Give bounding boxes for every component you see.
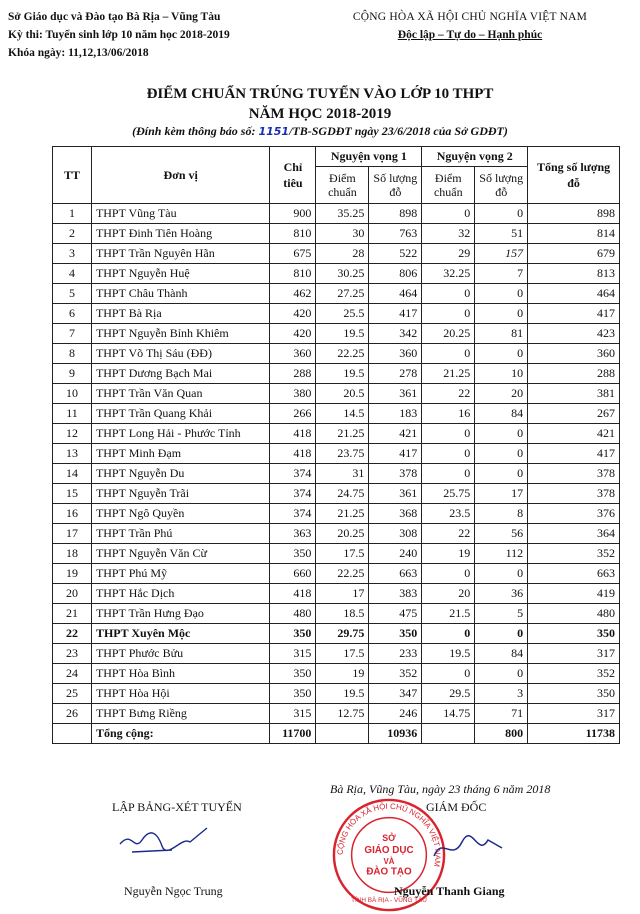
row-tt: 25 bbox=[53, 684, 92, 704]
row-total: 352 bbox=[528, 664, 620, 684]
total-s1 bbox=[316, 724, 369, 744]
col-header-nv1: Nguyện vọng 1 bbox=[316, 147, 422, 167]
row-quota: 350 bbox=[270, 684, 316, 704]
row-total: 679 bbox=[528, 244, 620, 264]
reference-suffix: /TB-SGDĐT ngày 23/6/2018 của Sở GDĐT) bbox=[289, 124, 508, 138]
row-nv2-count: 7 bbox=[475, 264, 528, 284]
col-header-tt: TT bbox=[53, 147, 92, 204]
row-nv2-count: 84 bbox=[475, 404, 528, 424]
row-quota: 266 bbox=[270, 404, 316, 424]
table-row bbox=[53, 544, 620, 564]
row-nv1-score: 20.25 bbox=[316, 524, 369, 544]
row-nv2-score: 32 bbox=[422, 224, 475, 244]
row-nv2-score: 14.75 bbox=[422, 704, 475, 724]
table-body bbox=[53, 204, 620, 724]
row-nv2-count: 3 bbox=[475, 684, 528, 704]
row-nv2-score: 22 bbox=[422, 384, 475, 404]
seal-center-4: ĐÀO TẠO bbox=[366, 866, 412, 878]
row-nv1-count: 350 bbox=[369, 624, 422, 644]
row-nv1-score: 21.25 bbox=[316, 424, 369, 444]
seal-bottom-text: TỈNH BÀ RỊA - VŨNG TÀU bbox=[351, 897, 427, 905]
row-unit: THPT Hắc Dịch bbox=[91, 584, 270, 604]
table-row bbox=[53, 624, 620, 644]
row-total: 423 bbox=[528, 324, 620, 344]
row-nv1-count: 347 bbox=[369, 684, 422, 704]
row-nv2-count: 8 bbox=[475, 504, 528, 524]
row-nv2-count: 84 bbox=[475, 644, 528, 664]
seal-ring-text: CỘNG HÒA XÃ HỘI CHỦ NGHĨA VIỆT NAM bbox=[335, 801, 443, 868]
row-tt: 3 bbox=[53, 244, 92, 264]
row-nv2-count: 0 bbox=[475, 464, 528, 484]
table-row bbox=[53, 464, 620, 484]
table-row bbox=[53, 364, 620, 384]
row-tt: 19 bbox=[53, 564, 92, 584]
row-tt: 14 bbox=[53, 464, 92, 484]
row-total: 898 bbox=[528, 204, 620, 224]
row-quota: 660 bbox=[270, 564, 316, 584]
row-total: 317 bbox=[528, 644, 620, 664]
row-nv1-score: 35.25 bbox=[316, 204, 369, 224]
admission-score-table bbox=[52, 146, 620, 744]
row-nv1-score: 24.75 bbox=[316, 484, 369, 504]
total-n2: 800 bbox=[475, 724, 528, 744]
row-quota: 418 bbox=[270, 424, 316, 444]
row-unit: THPT Trần Quang Khải bbox=[91, 404, 270, 424]
total-quota: 11700 bbox=[270, 724, 316, 744]
row-nv1-score: 17.5 bbox=[316, 644, 369, 664]
seal-center-1: SỞ bbox=[382, 833, 396, 844]
row-nv1-score: 22.25 bbox=[316, 564, 369, 584]
row-unit: THPT Hòa Hội bbox=[91, 684, 270, 704]
table-row bbox=[53, 404, 620, 424]
nation-motto: Độc lập – Tự do – Hạnh phúc bbox=[397, 29, 543, 41]
table-row bbox=[53, 324, 620, 344]
total-label: Tổng cộng: bbox=[91, 724, 270, 744]
row-nv1-count: 183 bbox=[369, 404, 422, 424]
row-unit: THPT Nguyễn Huệ bbox=[91, 264, 270, 284]
row-nv1-score: 20.5 bbox=[316, 384, 369, 404]
issuer-line-3: Khóa ngày: 11,12,13/06/2018 bbox=[8, 47, 149, 59]
row-total: 419 bbox=[528, 584, 620, 604]
row-quota: 675 bbox=[270, 244, 316, 264]
col-header-nv2: Nguyện vọng 2 bbox=[422, 147, 528, 167]
preparer-name: Nguyễn Ngọc Trung bbox=[124, 884, 223, 898]
row-unit: THPT Bưng Riềng bbox=[91, 704, 270, 724]
row-nv2-count: 20 bbox=[475, 384, 528, 404]
row-total: 364 bbox=[528, 524, 620, 544]
row-nv2-score: 0 bbox=[422, 284, 475, 304]
total-s2 bbox=[422, 724, 475, 744]
col-header-nv1-score: Điểm chuẩn bbox=[316, 167, 369, 204]
row-tt: 16 bbox=[53, 504, 92, 524]
total-row bbox=[53, 724, 620, 744]
row-nv2-count: 81 bbox=[475, 324, 528, 344]
row-nv1-count: 464 bbox=[369, 284, 422, 304]
row-nv2-score: 19 bbox=[422, 544, 475, 564]
row-tt: 17 bbox=[53, 524, 92, 544]
row-nv1-count: 233 bbox=[369, 644, 422, 664]
row-quota: 420 bbox=[270, 324, 316, 344]
row-nv1-score: 17 bbox=[316, 584, 369, 604]
row-tt: 1 bbox=[53, 204, 92, 224]
row-total: 267 bbox=[528, 404, 620, 424]
row-total: 814 bbox=[528, 224, 620, 244]
row-nv2-score: 22 bbox=[422, 524, 475, 544]
row-tt: 22 bbox=[53, 624, 92, 644]
row-nv2-count: 157 bbox=[475, 244, 528, 264]
table-row bbox=[53, 504, 620, 524]
row-tt: 12 bbox=[53, 424, 92, 444]
row-nv1-count: 417 bbox=[369, 444, 422, 464]
row-tt: 10 bbox=[53, 384, 92, 404]
row-nv1-score: 21.25 bbox=[316, 504, 369, 524]
row-quota: 900 bbox=[270, 204, 316, 224]
row-total: 421 bbox=[528, 424, 620, 444]
col-header-nv2-score: Điểm chuẩn bbox=[422, 167, 475, 204]
row-total: 288 bbox=[528, 364, 620, 384]
seal-center-3: VÀ bbox=[383, 856, 395, 866]
row-nv1-count: 308 bbox=[369, 524, 422, 544]
row-nv1-score: 19.5 bbox=[316, 324, 369, 344]
total-n1: 10936 bbox=[369, 724, 422, 744]
row-total: 378 bbox=[528, 484, 620, 504]
table-row bbox=[53, 384, 620, 404]
table-row bbox=[53, 604, 620, 624]
row-nv1-score: 23.75 bbox=[316, 444, 369, 464]
row-tt: 4 bbox=[53, 264, 92, 284]
row-nv2-score: 21.5 bbox=[422, 604, 475, 624]
row-total: 417 bbox=[528, 304, 620, 324]
row-nv2-score: 25.75 bbox=[422, 484, 475, 504]
row-nv1-count: 361 bbox=[369, 484, 422, 504]
row-total: 378 bbox=[528, 464, 620, 484]
row-nv2-score: 19.5 bbox=[422, 644, 475, 664]
row-tt: 13 bbox=[53, 444, 92, 464]
table-row bbox=[53, 424, 620, 444]
row-unit: THPT Nguyễn Văn Cừ bbox=[91, 544, 270, 564]
row-quota: 480 bbox=[270, 604, 316, 624]
row-quota: 315 bbox=[270, 704, 316, 724]
row-nv2-score: 20.25 bbox=[422, 324, 475, 344]
row-unit: THPT Châu Thành bbox=[91, 284, 270, 304]
row-quota: 315 bbox=[270, 644, 316, 664]
row-quota: 288 bbox=[270, 364, 316, 384]
row-nv1-score: 12.75 bbox=[316, 704, 369, 724]
row-unit: THPT Trần Nguyên Hãn bbox=[91, 244, 270, 264]
row-unit: THPT Nguyễn Trãi bbox=[91, 484, 270, 504]
row-quota: 810 bbox=[270, 264, 316, 284]
issuer-block bbox=[8, 8, 230, 62]
row-nv2-count: 0 bbox=[475, 444, 528, 464]
row-nv1-score: 30 bbox=[316, 224, 369, 244]
table-row bbox=[53, 264, 620, 284]
row-nv1-count: 763 bbox=[369, 224, 422, 244]
page-subtitle: NĂM HỌC 2018-2019 bbox=[248, 106, 392, 122]
row-nv2-score: 32.25 bbox=[422, 264, 475, 284]
row-nv2-score: 0 bbox=[422, 564, 475, 584]
table-row bbox=[53, 204, 620, 224]
row-nv1-score: 17.5 bbox=[316, 544, 369, 564]
page-title: ĐIỂM CHUẨN TRÚNG TUYỂN VÀO LỚP 10 THPT bbox=[146, 86, 494, 102]
nation-name: CỘNG HÒA XÃ HỘI CHỦ NGHĨA VIỆT NAM bbox=[352, 11, 588, 23]
row-quota: 360 bbox=[270, 344, 316, 364]
seal-center-2: GIÁO DỤC bbox=[364, 845, 414, 857]
row-unit: THPT Xuyên Mộc bbox=[91, 624, 270, 644]
sign-date: Bà Rịa, Vũng Tàu, ngày 23 tháng 6 năm 2018 bbox=[330, 782, 551, 796]
table-row bbox=[53, 564, 620, 584]
row-quota: 374 bbox=[270, 504, 316, 524]
row-unit: THPT Nguyễn Du bbox=[91, 464, 270, 484]
row-nv2-count: 0 bbox=[475, 424, 528, 444]
row-nv1-count: 342 bbox=[369, 324, 422, 344]
table-row bbox=[53, 304, 620, 324]
table-row bbox=[53, 684, 620, 704]
row-nv2-count: 10 bbox=[475, 364, 528, 384]
table-row bbox=[53, 344, 620, 364]
row-quota: 374 bbox=[270, 464, 316, 484]
director-signature bbox=[430, 828, 510, 868]
row-nv1-count: 278 bbox=[369, 364, 422, 384]
row-nv2-count: 0 bbox=[475, 624, 528, 644]
director-title: GIÁM ĐỐC bbox=[426, 800, 487, 814]
table-row bbox=[53, 644, 620, 664]
table-row bbox=[53, 244, 620, 264]
row-nv2-count: 0 bbox=[475, 344, 528, 364]
row-unit: THPT Trần Phú bbox=[91, 524, 270, 544]
row-quota: 418 bbox=[270, 584, 316, 604]
row-tt: 6 bbox=[53, 304, 92, 324]
row-total: 352 bbox=[528, 544, 620, 564]
row-unit: THPT Long Hải - Phước Tỉnh bbox=[91, 424, 270, 444]
row-nv1-count: 240 bbox=[369, 544, 422, 564]
director-name: Nguyễn Thanh Giang bbox=[394, 884, 505, 898]
table-row bbox=[53, 484, 620, 504]
row-nv1-score: 19 bbox=[316, 664, 369, 684]
row-tt: 11 bbox=[53, 404, 92, 424]
row-tt: 18 bbox=[53, 544, 92, 564]
row-nv2-score: 0 bbox=[422, 664, 475, 684]
row-total: 381 bbox=[528, 384, 620, 404]
row-nv1-count: 383 bbox=[369, 584, 422, 604]
table-row bbox=[53, 704, 620, 724]
row-nv2-score: 0 bbox=[422, 304, 475, 324]
row-nv1-count: 361 bbox=[369, 384, 422, 404]
issuer-line-2: Kỳ thi: Tuyển sinh lớp 10 năm học 2018-2019 bbox=[8, 29, 230, 41]
row-tt: 26 bbox=[53, 704, 92, 724]
row-nv2-score: 16 bbox=[422, 404, 475, 424]
row-nv2-score: 0 bbox=[422, 344, 475, 364]
table-row bbox=[53, 224, 620, 244]
row-nv1-score: 27.25 bbox=[316, 284, 369, 304]
table-row bbox=[53, 444, 620, 464]
row-total: 663 bbox=[528, 564, 620, 584]
row-total: 417 bbox=[528, 444, 620, 464]
row-nv2-count: 0 bbox=[475, 284, 528, 304]
row-nv1-count: 246 bbox=[369, 704, 422, 724]
row-quota: 350 bbox=[270, 624, 316, 644]
row-unit: THPT Dương Bạch Mai bbox=[91, 364, 270, 384]
row-nv1-score: 31 bbox=[316, 464, 369, 484]
preparer-title: LẬP BẢNG-XÉT TUYỂN bbox=[112, 800, 242, 814]
row-nv2-count: 0 bbox=[475, 204, 528, 224]
row-tt: 8 bbox=[53, 344, 92, 364]
row-nv1-score: 29.75 bbox=[316, 624, 369, 644]
row-nv1-score: 28 bbox=[316, 244, 369, 264]
row-nv2-count: 0 bbox=[475, 664, 528, 684]
col-header-nv2-count: Số lượng đỗ bbox=[475, 167, 528, 204]
row-total: 464 bbox=[528, 284, 620, 304]
row-quota: 810 bbox=[270, 224, 316, 244]
row-nv1-count: 417 bbox=[369, 304, 422, 324]
table-row bbox=[53, 284, 620, 304]
row-nv2-count: 51 bbox=[475, 224, 528, 244]
row-total: 360 bbox=[528, 344, 620, 364]
row-quota: 418 bbox=[270, 444, 316, 464]
row-unit: THPT Bà Rịa bbox=[91, 304, 270, 324]
row-nv1-score: 25.5 bbox=[316, 304, 369, 324]
row-nv1-score: 19.5 bbox=[316, 364, 369, 384]
row-nv1-score: 14.5 bbox=[316, 404, 369, 424]
row-quota: 350 bbox=[270, 664, 316, 684]
reference-note bbox=[0, 124, 640, 139]
row-nv2-count: 5 bbox=[475, 604, 528, 624]
row-quota: 374 bbox=[270, 484, 316, 504]
row-nv2-score: 29 bbox=[422, 244, 475, 264]
row-unit: THPT Phước Bửu bbox=[91, 644, 270, 664]
reference-prefix: (Đính kèm thông báo số: bbox=[132, 124, 259, 138]
row-quota: 380 bbox=[270, 384, 316, 404]
row-quota: 462 bbox=[270, 284, 316, 304]
row-quota: 420 bbox=[270, 304, 316, 324]
row-nv2-score: 0 bbox=[422, 204, 475, 224]
row-tt: 7 bbox=[53, 324, 92, 344]
row-tt: 15 bbox=[53, 484, 92, 504]
row-tt: 9 bbox=[53, 364, 92, 384]
row-nv1-count: 368 bbox=[369, 504, 422, 524]
row-total: 350 bbox=[528, 684, 620, 704]
table-row bbox=[53, 524, 620, 544]
preparer-signature bbox=[112, 822, 232, 862]
row-unit: THPT Phú Mỹ bbox=[91, 564, 270, 584]
row-nv2-count: 56 bbox=[475, 524, 528, 544]
row-quota: 363 bbox=[270, 524, 316, 544]
row-nv1-count: 421 bbox=[369, 424, 422, 444]
row-tt: 5 bbox=[53, 284, 92, 304]
total-sum: 11738 bbox=[528, 724, 620, 744]
row-unit: THPT Vũng Tàu bbox=[91, 204, 270, 224]
row-nv2-count: 36 bbox=[475, 584, 528, 604]
row-unit: THPT Hòa Bình bbox=[91, 664, 270, 684]
row-total: 350 bbox=[528, 624, 620, 644]
row-tt: 24 bbox=[53, 664, 92, 684]
row-nv1-score: 19.5 bbox=[316, 684, 369, 704]
row-nv2-score: 0 bbox=[422, 464, 475, 484]
row-unit: THPT Nguyễn Bỉnh Khiêm bbox=[91, 324, 270, 344]
row-nv1-count: 522 bbox=[369, 244, 422, 264]
row-unit: THPT Minh Đạm bbox=[91, 444, 270, 464]
table-row bbox=[53, 664, 620, 684]
row-unit: THPT Trần Văn Quan bbox=[91, 384, 270, 404]
row-tt: 23 bbox=[53, 644, 92, 664]
row-nv2-count: 112 bbox=[475, 544, 528, 564]
row-total: 813 bbox=[528, 264, 620, 284]
row-nv1-count: 475 bbox=[369, 604, 422, 624]
row-nv2-score: 0 bbox=[422, 444, 475, 464]
row-nv1-count: 352 bbox=[369, 664, 422, 684]
col-header-quota: Chỉ tiêu bbox=[270, 147, 316, 204]
row-nv2-score: 0 bbox=[422, 624, 475, 644]
col-header-nv1-count: Số lượng đỗ bbox=[369, 167, 422, 204]
table-row bbox=[53, 584, 620, 604]
row-nv1-count: 898 bbox=[369, 204, 422, 224]
row-nv1-score: 30.25 bbox=[316, 264, 369, 284]
row-nv2-count: 71 bbox=[475, 704, 528, 724]
row-total: 317 bbox=[528, 704, 620, 724]
row-tt: 2 bbox=[53, 224, 92, 244]
row-unit: THPT Đinh Tiên Hoàng bbox=[91, 224, 270, 244]
nation-block bbox=[310, 8, 630, 44]
row-nv2-score: 20 bbox=[422, 584, 475, 604]
row-nv1-count: 806 bbox=[369, 264, 422, 284]
row-nv1-score: 22.25 bbox=[316, 344, 369, 364]
row-total: 376 bbox=[528, 504, 620, 524]
row-quota: 350 bbox=[270, 544, 316, 564]
row-unit: THPT Võ Thị Sáu (ĐĐ) bbox=[91, 344, 270, 364]
row-tt: 21 bbox=[53, 604, 92, 624]
row-nv2-count: 17 bbox=[475, 484, 528, 504]
row-total: 480 bbox=[528, 604, 620, 624]
row-nv2-score: 0 bbox=[422, 424, 475, 444]
issuer-line-1: Sở Giáo dục và Đào tạo Bà Rịa – Vũng Tàu bbox=[8, 11, 221, 23]
row-tt: 20 bbox=[53, 584, 92, 604]
row-nv1-count: 663 bbox=[369, 564, 422, 584]
row-nv2-count: 0 bbox=[475, 304, 528, 324]
row-nv2-count: 0 bbox=[475, 564, 528, 584]
handwritten-doc-number: 1151 bbox=[258, 125, 290, 138]
row-nv2-score: 21.25 bbox=[422, 364, 475, 384]
row-nv2-score: 29.5 bbox=[422, 684, 475, 704]
row-nv1-count: 378 bbox=[369, 464, 422, 484]
row-nv1-count: 360 bbox=[369, 344, 422, 364]
total-tt bbox=[53, 724, 92, 744]
col-header-unit: Đơn vị bbox=[91, 147, 270, 204]
col-header-total: Tổng số lượng đỗ bbox=[528, 147, 620, 204]
row-nv2-score: 23.5 bbox=[422, 504, 475, 524]
row-unit: THPT Ngô Quyền bbox=[91, 504, 270, 524]
row-unit: THPT Trần Hưng Đạo bbox=[91, 604, 270, 624]
row-nv1-score: 18.5 bbox=[316, 604, 369, 624]
